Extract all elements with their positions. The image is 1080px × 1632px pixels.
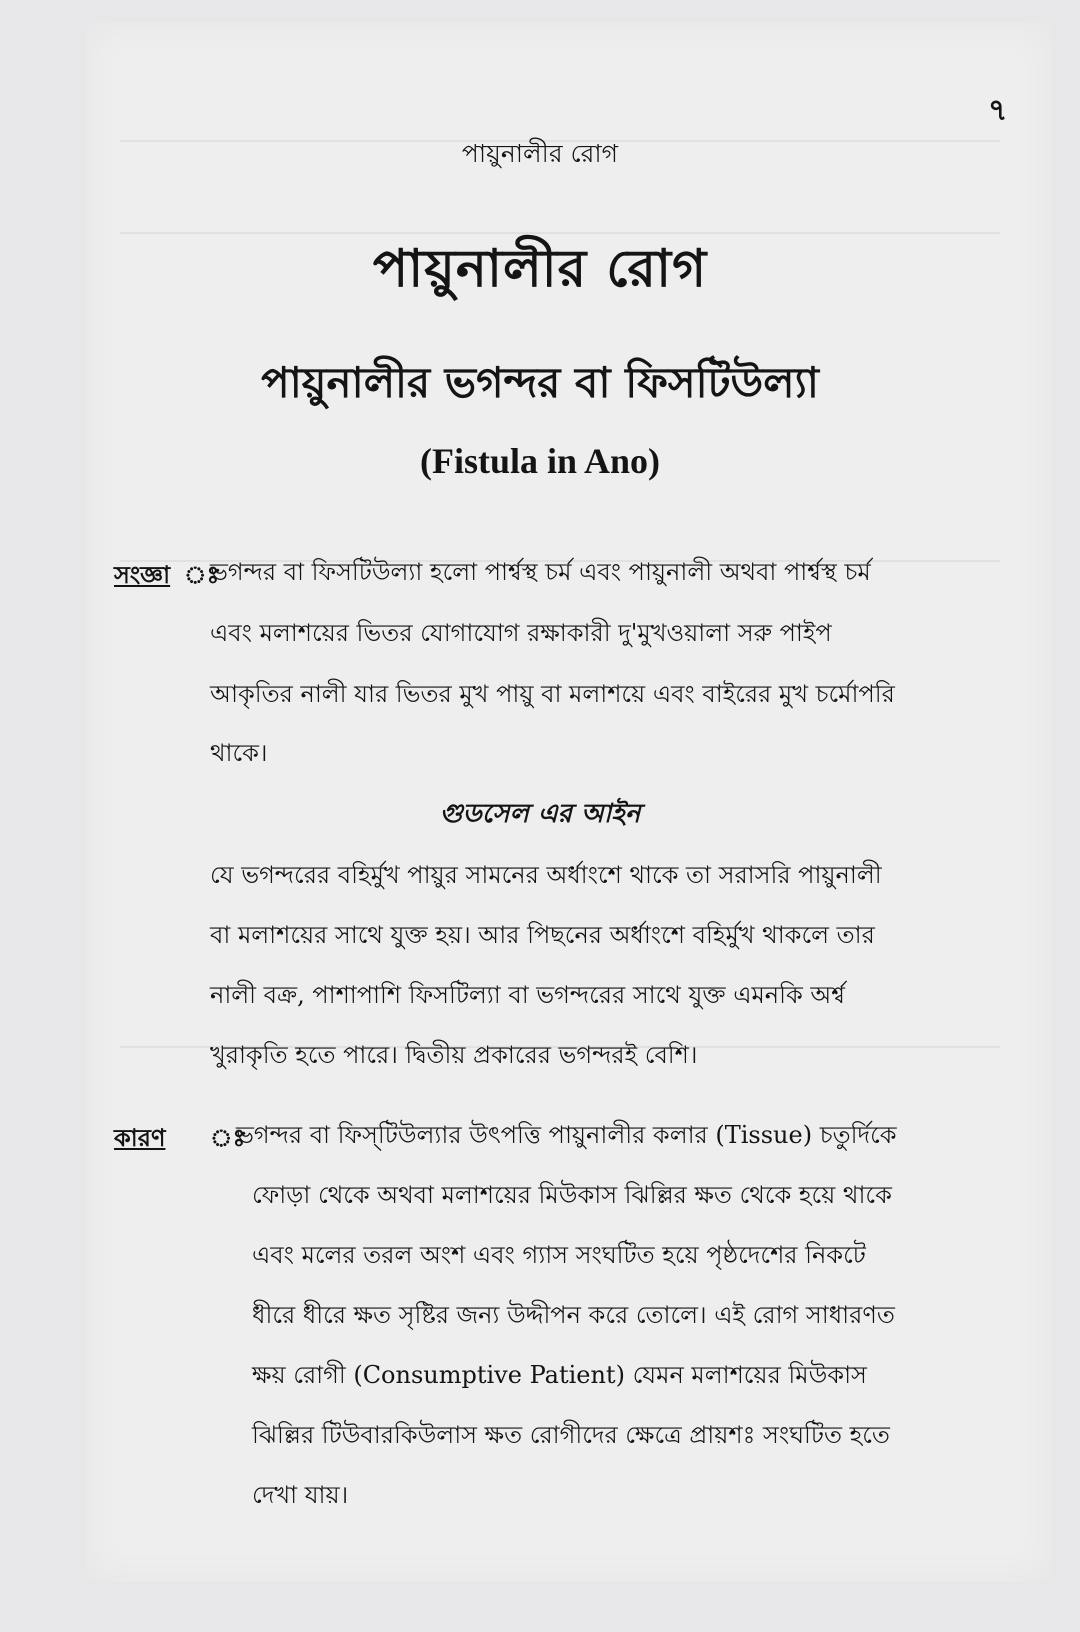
definition-line: এবং মলাশয়ের ভিতর যোগাযোগ রক্ষাকারী দু'মুখওয়ালা সরু পাইপ — [210, 619, 832, 647]
section-title-latin: (Fistula in Ano) — [419, 441, 661, 481]
goodsall-rule-line: যে ভগন্দরের বহির্মুখ পায়ুর সামনের অর্ধাংশে থাকে তা সরাসরি পায়ুনালী — [210, 861, 882, 889]
definition-separator: ঃ — [184, 560, 220, 589]
goodsall-rule-line: নালী বক্র, পাশাপাশি ফিসটিল্যা বা ভগন্দরের সাথে যুক্ত এমনকি অর্শ্ব — [210, 981, 845, 1009]
definition-line: আকৃতির নালী যার ভিতর মুখ পায়ু বা মলাশয়ে এবং বাইরের মুখ চর্মোপরি — [210, 680, 895, 708]
section-title: পায়ুনালীর ভগন্দর বা ফিসটিউল্যা — [261, 358, 819, 407]
chapter-title: পায়ুনালীর রোগ — [372, 238, 708, 299]
cause-line: ফোড়া থেকে অথবা মলাশয়ের মিউকাস ঝিল্লির ক্ষত থেকে হয়ে থাকে — [252, 1181, 892, 1209]
cause-line: এবং মলের তরল অংশ এবং গ্যাস সংঘটিত হয়ে পৃষ্ঠদেশের নিকটে — [252, 1241, 866, 1269]
goodsall-rule-line: বা মলাশয়ের সাথে যুক্ত হয়। আর পিছনের অর্ধাংশে বহির্মুখ থাকলে তার — [210, 921, 875, 949]
goodsall-rule-line: খুরাকৃতি হতে পারে। দ্বিতীয় প্রকারের ভগন্দরই বেশি। — [210, 1041, 698, 1069]
cause-line: ভগন্দর বা ফিস্‌টিউল্যার উৎপত্তি পায়ুনালীর কলার (Tissue) চতুর্দিকে — [236, 1121, 897, 1149]
cause-line: ধীরে ধীরে ক্ষত সৃষ্টির জন্য উদ্দীপন করে তোলে। এই রোগ সাধারণত — [252, 1301, 895, 1329]
cause-line: ঝিল্লির টিউবারকিউলাস ক্ষত রোগীদের ক্ষেত্রে প্রায়শঃ সংঘটিত হতে — [252, 1421, 890, 1449]
cause-label: কারণ — [114, 1123, 166, 1152]
cause-line: ক্ষয় রোগী (Consumptive Patient) যেমন মলাশয়ের মিউকাস — [252, 1361, 867, 1389]
goodsall-rule-heading: গুডসেল এর আইন — [439, 799, 641, 829]
running-head: পায়ুনালীর রোগ — [461, 139, 619, 168]
definition-label: সংজ্ঞা — [114, 560, 171, 589]
definition-line: ভগন্দর বা ফিসটিউল্যা হলো পার্শ্বস্থ চর্ম এবং পায়ুনালী অথবা পার্শ্বস্থ চর্ম — [210, 558, 871, 586]
page-number: ৭ — [988, 93, 1008, 128]
definition-line: থাকে। — [210, 739, 268, 767]
cause-separator: ঃ — [210, 1123, 246, 1152]
cause-line: দেখা যায়। — [252, 1481, 349, 1509]
